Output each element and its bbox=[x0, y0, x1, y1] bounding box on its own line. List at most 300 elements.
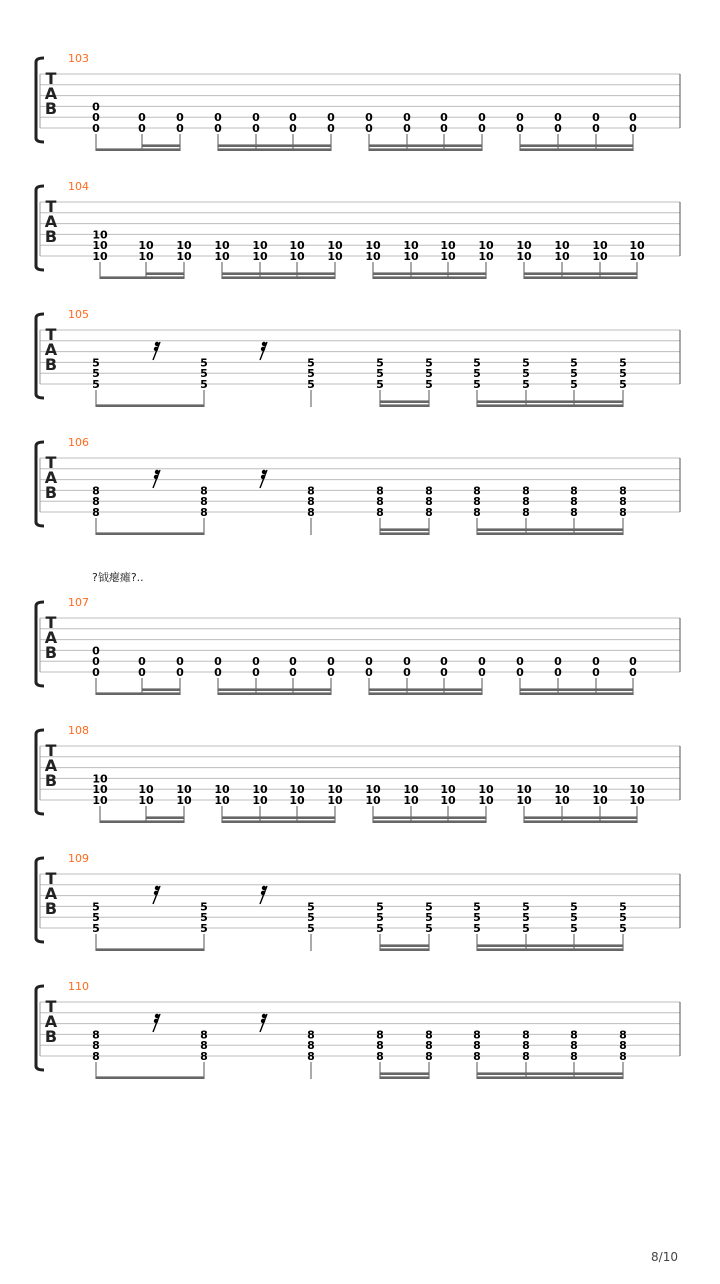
beam bbox=[96, 532, 204, 535]
chord bbox=[473, 484, 481, 519]
clef-letter: T bbox=[45, 741, 57, 760]
fret-number: 10 bbox=[478, 239, 494, 253]
beam bbox=[142, 688, 180, 691]
fret-number: 0 bbox=[252, 666, 260, 679]
fret-number: 5 bbox=[376, 378, 384, 391]
beam bbox=[222, 276, 335, 279]
fret-number: 10 bbox=[554, 783, 570, 797]
fret-number: 5 bbox=[307, 367, 315, 381]
fret-number: 10 bbox=[327, 783, 343, 797]
fret-number: 5 bbox=[570, 378, 578, 391]
clef-letter: A bbox=[44, 340, 58, 359]
fret-number: 5 bbox=[376, 367, 384, 381]
sixteenth-rest bbox=[260, 342, 267, 360]
chord bbox=[327, 239, 343, 263]
fret-number: 5 bbox=[473, 911, 481, 925]
chord bbox=[403, 783, 419, 807]
beam bbox=[373, 276, 486, 279]
beam bbox=[380, 944, 429, 947]
fret-number: 0 bbox=[516, 655, 524, 669]
fret-number: 8 bbox=[473, 484, 481, 498]
chord bbox=[473, 356, 481, 391]
rest-flag bbox=[262, 886, 266, 890]
fret-number: 8 bbox=[522, 1050, 530, 1063]
chord bbox=[554, 655, 562, 679]
chord bbox=[307, 1028, 315, 1063]
clef-letter: T bbox=[45, 997, 57, 1016]
fret-number: 5 bbox=[425, 356, 433, 370]
fret-number: 5 bbox=[376, 922, 384, 935]
fret-number: 0 bbox=[289, 655, 297, 669]
chord bbox=[214, 111, 222, 135]
chord bbox=[376, 356, 384, 391]
chord bbox=[92, 484, 100, 519]
fret-number: 0 bbox=[176, 666, 184, 679]
fret-number: 10 bbox=[92, 239, 108, 253]
beam bbox=[100, 276, 146, 279]
beam bbox=[524, 272, 637, 275]
sixteenth-rest bbox=[153, 470, 160, 488]
fret-number: 0 bbox=[516, 122, 524, 135]
fret-number: 10 bbox=[138, 794, 154, 807]
clef-letter: B bbox=[44, 355, 58, 374]
beam bbox=[477, 404, 623, 407]
beam bbox=[96, 948, 204, 951]
beam bbox=[96, 692, 142, 695]
clef-letter: T bbox=[45, 869, 57, 888]
rest-flag bbox=[261, 347, 265, 351]
fret-number: 5 bbox=[522, 922, 530, 935]
fret-number: 0 bbox=[478, 111, 486, 125]
chord bbox=[478, 655, 486, 679]
fret-number: 10 bbox=[176, 250, 192, 263]
fret-number: 0 bbox=[138, 666, 146, 679]
fret-number: 10 bbox=[403, 783, 419, 797]
fret-number: 8 bbox=[570, 1039, 578, 1053]
fret-number: 0 bbox=[554, 666, 562, 679]
fret-number: 5 bbox=[200, 922, 208, 935]
fret-number: 10 bbox=[289, 239, 305, 253]
fret-number: 10 bbox=[478, 783, 494, 797]
fret-number: 8 bbox=[92, 484, 100, 498]
beam bbox=[96, 1076, 204, 1079]
tab-clef bbox=[45, 453, 58, 502]
fret-number: 10 bbox=[289, 783, 305, 797]
fret-number: 10 bbox=[592, 794, 608, 807]
fret-number: 0 bbox=[478, 122, 486, 135]
fret-number: 0 bbox=[554, 655, 562, 669]
chord bbox=[307, 900, 315, 935]
rest-flag bbox=[155, 342, 159, 346]
tab-clef bbox=[45, 741, 58, 790]
chord bbox=[138, 111, 146, 135]
rest-flag bbox=[261, 1019, 265, 1023]
beam bbox=[369, 148, 482, 151]
chord bbox=[629, 655, 637, 679]
fret-number: 0 bbox=[289, 111, 297, 125]
beam bbox=[142, 148, 180, 151]
clef-letter: B bbox=[44, 771, 58, 790]
clef-letter: T bbox=[45, 325, 57, 344]
chord bbox=[425, 484, 433, 519]
fret-number: 8 bbox=[522, 506, 530, 519]
fret-number: 8 bbox=[570, 484, 578, 498]
fret-number: 8 bbox=[307, 506, 315, 519]
fret-number: 0 bbox=[629, 111, 637, 125]
fret-number: 5 bbox=[92, 911, 100, 925]
rest-flag bbox=[155, 470, 159, 474]
fret-number: 8 bbox=[570, 1050, 578, 1063]
fret-number: 0 bbox=[327, 655, 335, 669]
fret-number: 10 bbox=[92, 228, 108, 242]
fret-number: 0 bbox=[629, 122, 637, 135]
chord bbox=[327, 655, 335, 679]
chord bbox=[516, 239, 532, 263]
beam bbox=[222, 272, 335, 275]
chord bbox=[516, 111, 524, 135]
rest-flag bbox=[155, 1014, 159, 1018]
fret-number: 8 bbox=[619, 1028, 627, 1042]
beam bbox=[380, 1076, 429, 1079]
chord bbox=[214, 783, 230, 807]
fret-number: 10 bbox=[214, 783, 230, 797]
beam bbox=[477, 532, 623, 535]
fret-number: 10 bbox=[92, 794, 108, 807]
beam bbox=[520, 148, 633, 151]
fret-number: 5 bbox=[200, 900, 208, 914]
fret-number: 0 bbox=[365, 122, 373, 135]
sixteenth-rest bbox=[153, 1014, 160, 1032]
fret-number: 5 bbox=[473, 356, 481, 370]
fret-number: 5 bbox=[200, 378, 208, 391]
beam bbox=[373, 816, 486, 819]
chord bbox=[289, 783, 305, 807]
chord bbox=[619, 484, 627, 519]
measure-number: 106 bbox=[68, 436, 89, 449]
beam bbox=[369, 692, 482, 695]
clef-letter: A bbox=[44, 1012, 58, 1031]
fret-number: 8 bbox=[307, 495, 315, 509]
fret-number: 8 bbox=[307, 1050, 315, 1063]
tab-clef bbox=[45, 197, 58, 246]
fret-number: 10 bbox=[554, 794, 570, 807]
chord bbox=[365, 783, 381, 807]
sixteenth-rest bbox=[153, 342, 160, 360]
fret-number: 10 bbox=[516, 794, 532, 807]
fret-number: 8 bbox=[200, 1028, 208, 1042]
beam bbox=[96, 148, 142, 151]
chord bbox=[252, 655, 260, 679]
fret-number: 10 bbox=[440, 250, 456, 263]
fret-number: 5 bbox=[473, 367, 481, 381]
clef-letter: T bbox=[45, 197, 57, 216]
beam bbox=[100, 820, 146, 823]
fret-number: 0 bbox=[252, 122, 260, 135]
fret-number: 10 bbox=[554, 239, 570, 253]
fret-number: 5 bbox=[92, 356, 100, 370]
chord bbox=[214, 239, 230, 263]
clef-letter: B bbox=[44, 1027, 58, 1046]
fret-number: 0 bbox=[403, 666, 411, 679]
chord bbox=[478, 783, 494, 807]
sixteenth-rest bbox=[260, 1014, 267, 1032]
fret-number: 5 bbox=[570, 900, 578, 914]
fret-number: 8 bbox=[307, 1039, 315, 1053]
fret-number: 10 bbox=[92, 783, 108, 797]
fret-number: 0 bbox=[92, 122, 100, 135]
chord bbox=[473, 1028, 481, 1063]
fret-number: 5 bbox=[307, 922, 315, 935]
fret-number: 10 bbox=[516, 250, 532, 263]
fret-number: 8 bbox=[522, 495, 530, 509]
chord bbox=[376, 484, 384, 519]
chord bbox=[307, 356, 315, 391]
beam bbox=[146, 820, 184, 823]
beam bbox=[524, 816, 637, 819]
chord bbox=[522, 484, 530, 519]
fret-number: 10 bbox=[516, 239, 532, 253]
fret-number: 5 bbox=[619, 367, 627, 381]
chord bbox=[176, 239, 192, 263]
tab-clef bbox=[45, 869, 58, 918]
fret-number: 0 bbox=[252, 111, 260, 125]
fret-number: 5 bbox=[200, 356, 208, 370]
beam bbox=[218, 692, 331, 695]
fret-number: 8 bbox=[425, 495, 433, 509]
clef-letter: A bbox=[44, 884, 58, 903]
fret-number: 10 bbox=[440, 783, 456, 797]
fret-number: 5 bbox=[570, 911, 578, 925]
fret-number: 5 bbox=[473, 378, 481, 391]
clef-letter: A bbox=[44, 84, 58, 103]
beam bbox=[218, 148, 331, 151]
fret-number: 0 bbox=[440, 655, 448, 669]
clef-letter: B bbox=[44, 227, 58, 246]
beam bbox=[524, 820, 637, 823]
fret-number: 10 bbox=[289, 794, 305, 807]
fret-number: 5 bbox=[570, 356, 578, 370]
fret-number: 8 bbox=[619, 1039, 627, 1053]
fret-number: 5 bbox=[425, 911, 433, 925]
fret-number: 5 bbox=[425, 367, 433, 381]
fret-number: 8 bbox=[200, 506, 208, 519]
fret-number: 0 bbox=[176, 655, 184, 669]
beam bbox=[477, 400, 623, 403]
fret-number: 0 bbox=[289, 122, 297, 135]
fret-number: 0 bbox=[592, 122, 600, 135]
chord bbox=[92, 644, 100, 679]
fret-number: 0 bbox=[629, 655, 637, 669]
chord bbox=[403, 655, 411, 679]
fret-number: 8 bbox=[92, 1039, 100, 1053]
fret-number: 8 bbox=[619, 484, 627, 498]
chord bbox=[425, 1028, 433, 1063]
tab-system bbox=[36, 436, 680, 535]
fret-number: 0 bbox=[327, 111, 335, 125]
fret-number: 10 bbox=[365, 239, 381, 253]
fret-number: 8 bbox=[425, 1039, 433, 1053]
fret-number: 10 bbox=[252, 250, 268, 263]
chord bbox=[365, 111, 373, 135]
fret-number: 8 bbox=[425, 484, 433, 498]
beam bbox=[477, 1076, 623, 1079]
fret-number: 5 bbox=[425, 900, 433, 914]
measure-number: 104 bbox=[68, 180, 89, 193]
chord bbox=[92, 900, 100, 935]
fret-number: 10 bbox=[92, 772, 108, 786]
chord bbox=[200, 356, 208, 391]
fret-number: 8 bbox=[200, 484, 208, 498]
fret-number: 5 bbox=[619, 900, 627, 914]
fret-number: 5 bbox=[92, 367, 100, 381]
fret-number: 8 bbox=[425, 1050, 433, 1063]
measure-number: 105 bbox=[68, 308, 89, 321]
beam bbox=[380, 400, 429, 403]
measure-number: 103 bbox=[68, 52, 89, 65]
fret-number: 8 bbox=[570, 1028, 578, 1042]
fret-number: 5 bbox=[376, 900, 384, 914]
clef-letter: A bbox=[44, 468, 58, 487]
chord bbox=[252, 111, 260, 135]
rest-flag bbox=[261, 475, 265, 479]
fret-number: 0 bbox=[214, 122, 222, 135]
fret-number: 10 bbox=[176, 783, 192, 797]
chord bbox=[516, 783, 532, 807]
beam bbox=[524, 276, 637, 279]
fret-number: 10 bbox=[138, 250, 154, 263]
chord bbox=[138, 239, 154, 263]
chord bbox=[473, 900, 481, 935]
clef-letter: T bbox=[45, 453, 57, 472]
tab-system bbox=[36, 52, 680, 151]
fret-number: 8 bbox=[376, 506, 384, 519]
fret-number: 8 bbox=[619, 1050, 627, 1063]
chord bbox=[478, 111, 486, 135]
beam bbox=[520, 692, 633, 695]
fret-number: 10 bbox=[214, 794, 230, 807]
fret-number: 0 bbox=[592, 111, 600, 125]
fret-number: 0 bbox=[554, 111, 562, 125]
fret-number: 5 bbox=[376, 911, 384, 925]
chord bbox=[592, 239, 608, 263]
chord bbox=[307, 484, 315, 519]
sixteenth-rest bbox=[260, 470, 267, 488]
beam bbox=[222, 820, 335, 823]
fret-number: 0 bbox=[403, 122, 411, 135]
fret-number: 10 bbox=[214, 239, 230, 253]
fret-number: 8 bbox=[473, 495, 481, 509]
chord bbox=[176, 783, 192, 807]
chord bbox=[554, 239, 570, 263]
chord bbox=[252, 239, 268, 263]
clef-letter: A bbox=[44, 756, 58, 775]
chord bbox=[327, 111, 335, 135]
fret-number: 10 bbox=[478, 250, 494, 263]
beam bbox=[380, 528, 429, 531]
fret-number: 10 bbox=[365, 250, 381, 263]
fret-number: 5 bbox=[307, 911, 315, 925]
chord bbox=[176, 655, 184, 679]
fret-number: 10 bbox=[176, 239, 192, 253]
fret-number: 0 bbox=[516, 666, 524, 679]
fret-number: 10 bbox=[592, 783, 608, 797]
fret-number: 10 bbox=[629, 250, 645, 263]
fret-number: 8 bbox=[92, 1050, 100, 1063]
fret-number: 0 bbox=[252, 655, 260, 669]
fret-number: 0 bbox=[92, 644, 100, 658]
chord bbox=[522, 900, 530, 935]
fret-number: 5 bbox=[522, 378, 530, 391]
page-number: 8/10 bbox=[651, 1250, 678, 1264]
fret-number: 8 bbox=[376, 495, 384, 509]
chord bbox=[376, 1028, 384, 1063]
fret-number: 0 bbox=[138, 122, 146, 135]
fret-number: 8 bbox=[473, 1028, 481, 1042]
rest-flag bbox=[262, 470, 266, 474]
fret-number: 10 bbox=[554, 250, 570, 263]
fret-number: 8 bbox=[473, 506, 481, 519]
tab-system bbox=[36, 980, 680, 1079]
fret-number: 5 bbox=[619, 356, 627, 370]
chord bbox=[440, 783, 456, 807]
rest-flag bbox=[154, 347, 158, 351]
fret-number: 10 bbox=[365, 794, 381, 807]
chord bbox=[570, 484, 578, 519]
measure-number: 108 bbox=[68, 724, 89, 737]
chord bbox=[592, 111, 600, 135]
fret-number: 0 bbox=[403, 111, 411, 125]
chord bbox=[440, 111, 448, 135]
chord bbox=[522, 1028, 530, 1063]
tab-system bbox=[36, 180, 680, 279]
beam bbox=[146, 272, 184, 275]
chord bbox=[403, 111, 411, 135]
fret-number: 5 bbox=[619, 378, 627, 391]
chord bbox=[92, 1028, 100, 1063]
fret-number: 10 bbox=[138, 239, 154, 253]
tab-clef bbox=[45, 325, 58, 374]
fret-number: 10 bbox=[629, 783, 645, 797]
clef-letter: B bbox=[44, 899, 58, 918]
fret-number: 8 bbox=[307, 484, 315, 498]
fret-number: 8 bbox=[570, 495, 578, 509]
chord bbox=[252, 783, 268, 807]
beam bbox=[477, 948, 623, 951]
fret-number: 8 bbox=[522, 484, 530, 498]
chord bbox=[138, 783, 154, 807]
fret-number: 5 bbox=[307, 356, 315, 370]
beam bbox=[373, 272, 486, 275]
fret-number: 8 bbox=[376, 484, 384, 498]
chord bbox=[592, 655, 600, 679]
chord bbox=[365, 239, 381, 263]
clef-letter: T bbox=[45, 69, 57, 88]
chord bbox=[629, 783, 645, 807]
fret-number: 5 bbox=[376, 356, 384, 370]
fret-number: 10 bbox=[403, 250, 419, 263]
beam bbox=[369, 144, 482, 147]
fret-number: 5 bbox=[307, 900, 315, 914]
beam bbox=[142, 144, 180, 147]
fret-number: 0 bbox=[327, 666, 335, 679]
fret-number: 10 bbox=[252, 783, 268, 797]
fret-number: 0 bbox=[478, 655, 486, 669]
fret-number: 0 bbox=[214, 111, 222, 125]
clef-letter: T bbox=[45, 613, 57, 632]
beam bbox=[218, 144, 331, 147]
chord bbox=[92, 228, 108, 263]
chord bbox=[425, 356, 433, 391]
